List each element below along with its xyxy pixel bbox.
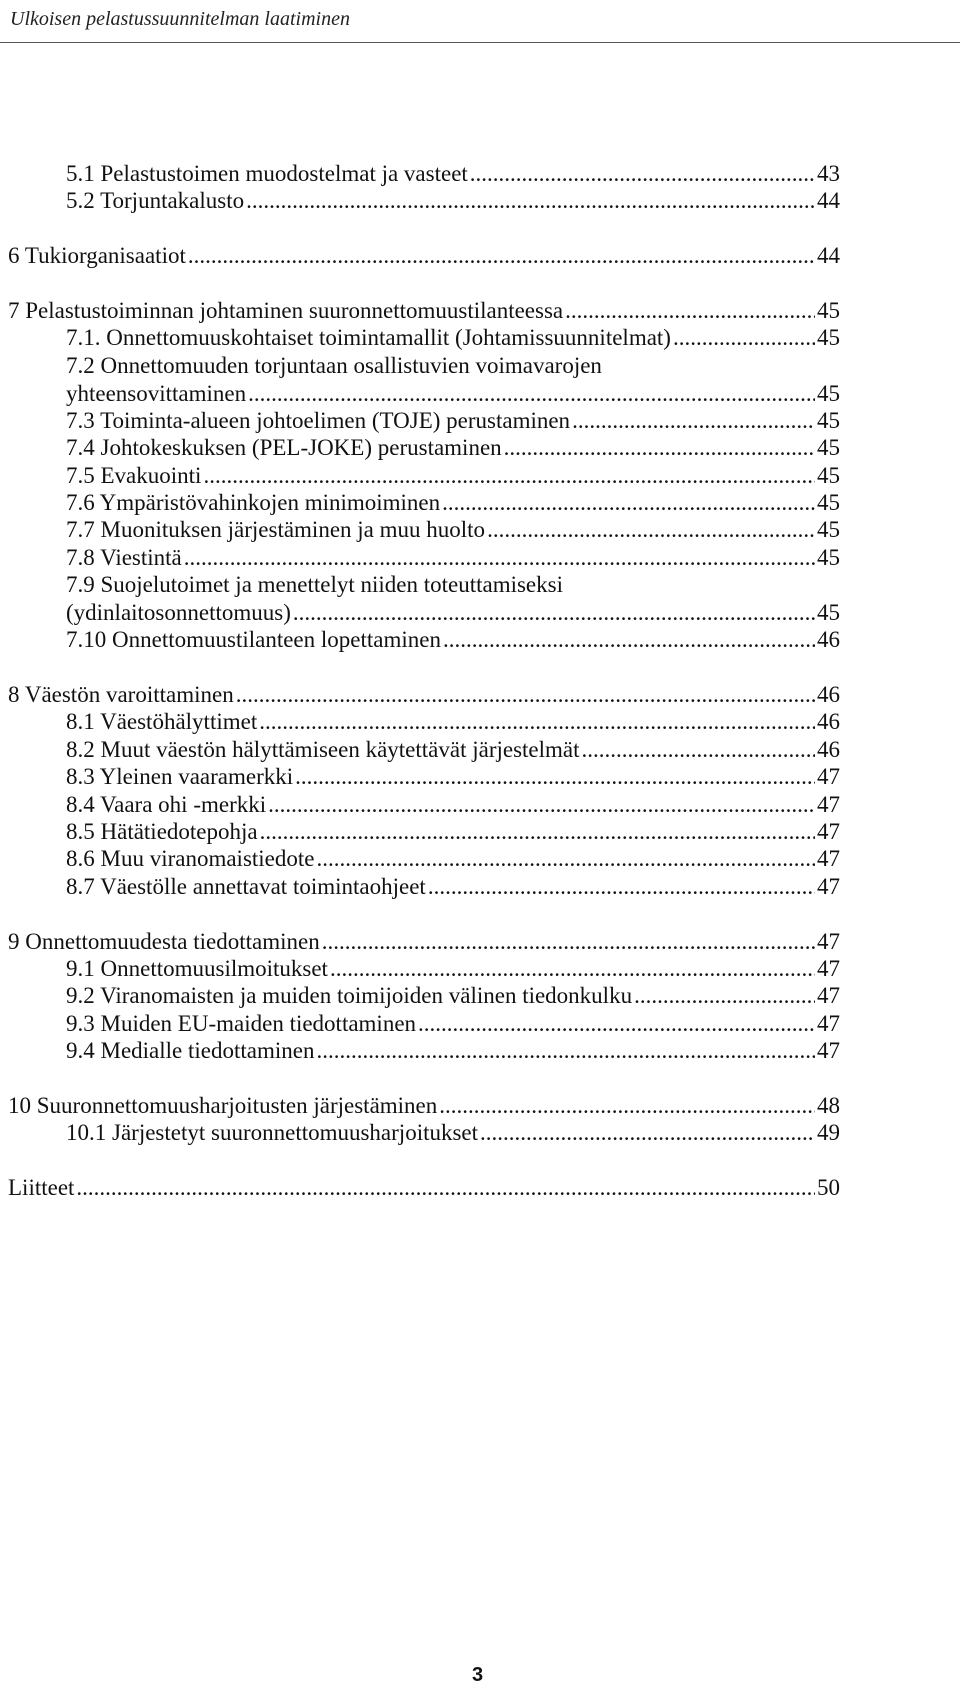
toc-entry[interactable] bbox=[66, 160, 840, 188]
toc-entry[interactable] bbox=[8, 928, 840, 956]
toc-entry-page: 45 bbox=[817, 490, 840, 515]
toc-leader-dots bbox=[439, 1092, 815, 1120]
toc-leader-dots bbox=[565, 297, 815, 325]
toc-leader-dots bbox=[203, 462, 815, 490]
header-divider bbox=[0, 42, 960, 43]
toc-entry[interactable] bbox=[66, 873, 840, 901]
toc-entry[interactable] bbox=[66, 407, 840, 435]
toc-entry[interactable] bbox=[8, 242, 840, 270]
toc-leader-dots bbox=[504, 434, 815, 462]
toc-entry-page: 47 bbox=[817, 929, 840, 954]
toc-entry-page: 43 bbox=[817, 161, 840, 186]
toc-leader-dots bbox=[236, 681, 815, 709]
toc-entry[interactable] bbox=[66, 462, 840, 490]
toc-entry[interactable] bbox=[66, 352, 840, 408]
toc-entry-page: 45 bbox=[817, 408, 840, 433]
toc-entry-page: 47 bbox=[817, 819, 840, 844]
toc-entry-title: 8.6 Muu viranomaistiedote bbox=[66, 846, 315, 871]
toc-entry-page: 47 bbox=[817, 1038, 840, 1063]
toc-entry-title: yhteensovittaminen bbox=[66, 381, 247, 406]
toc-entry-page: 45 bbox=[817, 298, 840, 323]
toc-entry-title: (ydinlaitosonnettomuus) bbox=[66, 600, 291, 625]
toc-entry[interactable] bbox=[8, 681, 840, 709]
toc-leader-dots bbox=[316, 1037, 815, 1065]
toc-entry-page: 48 bbox=[817, 1093, 840, 1118]
toc-entry[interactable] bbox=[66, 955, 840, 983]
toc-leader-dots bbox=[188, 242, 815, 270]
toc-leader-dots bbox=[582, 736, 815, 764]
toc-entry[interactable] bbox=[66, 1037, 840, 1065]
toc-leader-dots bbox=[76, 1174, 815, 1202]
toc-entry-title: 7.7 Muonituksen järjestäminen ja muu huolto bbox=[66, 517, 486, 542]
toc-entry-page: 47 bbox=[817, 956, 840, 981]
toc-entry[interactable] bbox=[66, 982, 840, 1010]
toc-entry-title: 7.10 Onnettomuustilanteen lopettaminen bbox=[66, 627, 441, 652]
toc-entry-title: 8.4 Vaara ohi -merkki bbox=[66, 792, 267, 817]
toc-leader-dots bbox=[268, 791, 815, 819]
toc-entry-title: 7.6 Ympäristövahinkojen minimoiminen bbox=[66, 490, 441, 515]
toc-entry[interactable] bbox=[66, 791, 840, 819]
toc-leader-dots bbox=[184, 544, 815, 572]
toc-entry[interactable] bbox=[66, 489, 840, 517]
toc-leader-dots bbox=[487, 516, 815, 544]
toc-leader-dots bbox=[418, 1010, 815, 1038]
toc-entry-page: 45 bbox=[817, 463, 840, 488]
toc-leader-dots bbox=[442, 489, 815, 517]
toc-entry-page: 45 bbox=[817, 545, 840, 570]
toc-leader-dots bbox=[330, 955, 815, 983]
toc-entry-title: 9 Onnettomuudesta tiedottaminen bbox=[8, 929, 320, 954]
toc-entry-title: 8.5 Hätätiedotepohja bbox=[66, 819, 258, 844]
toc-entry-page: 45 bbox=[817, 435, 840, 460]
running-header-title: Ulkoisen pelastussuunnitelman laatiminen bbox=[10, 8, 350, 30]
page-header bbox=[0, 0, 960, 46]
toc-leader-dots bbox=[428, 873, 815, 901]
toc-entry-title: 10.1 Järjestetyt suuronnettomuusharjoitukset bbox=[66, 1120, 479, 1145]
toc-entry-title: 7.5 Evakuointi bbox=[66, 463, 202, 488]
toc-entry[interactable] bbox=[66, 544, 840, 572]
toc-entry-page: 47 bbox=[817, 983, 840, 1008]
toc-entry-page: 45 bbox=[817, 325, 840, 350]
toc-entry-title-line1: 7.9 Suojelutoimet ja menettelyt niiden toteuttamiseksi bbox=[66, 572, 563, 597]
toc-entry[interactable] bbox=[66, 818, 840, 846]
toc-leader-dots bbox=[443, 626, 815, 654]
toc-entry[interactable] bbox=[66, 434, 840, 462]
toc-entry-page: 46 bbox=[817, 627, 840, 652]
toc-entry-title: 9.3 Muiden EU-maiden tiedottaminen bbox=[66, 1011, 417, 1036]
toc-entry-title: 5.1 Pelastustoimen muodostelmat ja vasteet bbox=[66, 161, 468, 186]
toc-leader-dots bbox=[322, 928, 815, 956]
toc-leader-dots bbox=[317, 845, 816, 873]
toc-entry[interactable] bbox=[66, 571, 840, 627]
toc-leader-dots bbox=[260, 818, 815, 846]
toc-entry[interactable] bbox=[8, 297, 840, 325]
toc-entry-title: 9.2 Viranomaisten ja muiden toimijoiden välinen tiedonkulku bbox=[66, 983, 633, 1008]
toc-leader-dots bbox=[293, 599, 815, 627]
toc-entry-title: 7.4 Johtokeskuksen (PEL-JOKE) perustaminen bbox=[66, 435, 502, 460]
toc-entry-page: 50 bbox=[817, 1175, 840, 1200]
toc-leader-dots bbox=[246, 187, 815, 215]
toc-entry[interactable] bbox=[66, 708, 840, 736]
toc-leader-dots bbox=[572, 407, 815, 435]
toc-entry[interactable] bbox=[8, 1174, 840, 1202]
page-number: 3 bbox=[472, 1664, 484, 1686]
toc-entry-page: 44 bbox=[817, 188, 840, 213]
toc-entry-page: 46 bbox=[817, 709, 840, 734]
toc-entry-page: 47 bbox=[817, 792, 840, 817]
toc-entry[interactable] bbox=[66, 626, 840, 654]
toc-leader-dots bbox=[673, 324, 815, 352]
toc-entry-page: 44 bbox=[817, 243, 840, 268]
toc-entry[interactable] bbox=[66, 763, 840, 791]
toc-leader-dots bbox=[295, 763, 815, 791]
toc-entry-title: 8.2 Muut väestön hälyttämiseen käytettävät järjestelmät bbox=[66, 737, 580, 762]
toc-entry-page: 47 bbox=[817, 1011, 840, 1036]
toc-entry-page: 45 bbox=[817, 517, 840, 542]
toc-entry-title: 7.3 Toiminta-alueen johtoelimen (TOJE) perustaminen bbox=[66, 408, 571, 433]
toc-entry-page: 47 bbox=[817, 874, 840, 899]
toc-entry[interactable] bbox=[8, 1092, 840, 1120]
toc-entry-page: 46 bbox=[817, 682, 840, 707]
toc-entry-title: 8.7 Väestölle annettavat toimintaohjeet bbox=[66, 874, 426, 899]
toc-leader-dots bbox=[259, 708, 815, 736]
toc-entry-page: 46 bbox=[817, 737, 840, 762]
toc-entry-title: 7.1. Onnettomuuskohtaiset toimintamallit (Johtamissuunnitelmat) bbox=[66, 325, 671, 350]
toc-entry-title-line1: 7.2 Onnettomuuden torjuntaan osallistuvien voimavarojen bbox=[66, 353, 602, 378]
toc-entry-title: 9.1 Onnettomuusilmoitukset bbox=[66, 956, 328, 981]
toc-entry-title: 6 Tukiorganisaatiot bbox=[8, 243, 186, 268]
toc-entry-title: Liitteet bbox=[8, 1175, 75, 1200]
toc-entry-title: 7 Pelastustoiminnan johtaminen suuronnettomuustilanteessa bbox=[8, 298, 564, 323]
toc-entry-title: 5.2 Torjuntakalusto bbox=[66, 188, 245, 213]
toc-leader-dots bbox=[634, 982, 815, 1010]
toc-entry[interactable] bbox=[66, 516, 840, 544]
toc-entry-title: 8.1 Väestöhälyttimet bbox=[66, 709, 258, 734]
toc-entry-title: 10 Suuronnettomuusharjoitusten järjestäminen bbox=[8, 1093, 438, 1118]
toc-entry-page: 45 bbox=[817, 381, 840, 406]
toc-entry-page: 45 bbox=[817, 600, 840, 625]
toc-entry-page: 47 bbox=[817, 764, 840, 789]
toc-leader-dots bbox=[248, 380, 815, 408]
toc-entry[interactable] bbox=[66, 1010, 840, 1038]
toc-entry[interactable] bbox=[66, 187, 840, 215]
toc-entry[interactable] bbox=[66, 324, 840, 352]
toc-entry[interactable] bbox=[66, 1119, 840, 1147]
toc-entry-title: 8.3 Yleinen vaaramerkki bbox=[66, 764, 294, 789]
toc-leader-dots bbox=[470, 160, 815, 188]
toc-entry-page: 47 bbox=[817, 846, 840, 871]
toc-entry-title: 8 Väestön varoittaminen bbox=[8, 682, 234, 707]
toc-leader-dots bbox=[480, 1119, 815, 1147]
toc-entry[interactable] bbox=[66, 736, 840, 764]
toc-entry-page: 49 bbox=[817, 1120, 840, 1145]
toc-entry-title: 9.4 Medialle tiedottaminen bbox=[66, 1038, 315, 1063]
toc-entry[interactable] bbox=[66, 845, 840, 873]
toc-entry-title: 7.8 Viestintä bbox=[66, 545, 182, 570]
